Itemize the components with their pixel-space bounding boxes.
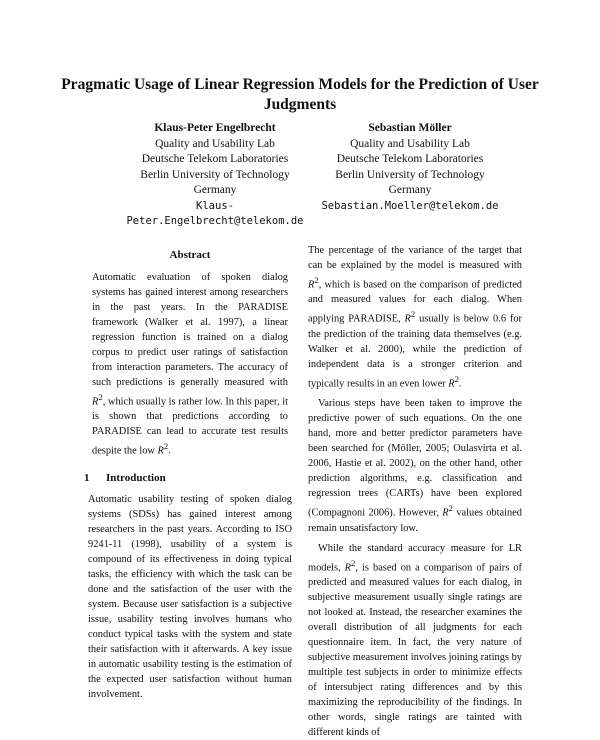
- author-country: Germany: [388, 184, 432, 196]
- author-affiliation: Quality and Usability Lab: [155, 137, 275, 150]
- superscript: 2: [410, 309, 416, 320]
- text-part: values obtained remain unsatisfactory low.: [308, 507, 522, 534]
- abstract-part: .: [168, 445, 171, 457]
- author-block-2: [290, 121, 530, 214]
- introduction-paragraph: Automatic usability testing of spoken dialog systems (SDSs) has gained interest among researchers in the past years. According to ISO 9241-11 (1998), usability of a system is compound of its effectiveness in doing typical tasks, the efficiency with which the task can be done and the satisfaction of the user with the system. Because user satisfaction is a subjective issue, usability testing involves humans who conduct typical tasks with the system and state their satisfaction with it afterwards. A key issue in automatic usability testing is the estimation of the expected user satisfaction without human involvement.: [88, 493, 292, 700]
- superscript: 2: [98, 392, 103, 402]
- abstract-part: , which usually is rather low. In this paper, it is shown that predictions according to PARADISE can lead to accurate test results despite the low: [92, 396, 288, 457]
- r-symbol: R: [308, 279, 315, 291]
- left-column: [84, 248, 292, 702]
- r-symbol: R: [442, 507, 449, 519]
- r-symbol: R: [157, 445, 164, 457]
- superscript: 2: [163, 441, 169, 452]
- superscript: 2: [351, 557, 356, 568]
- author-country: Germany: [193, 184, 237, 196]
- superscript: 2: [448, 503, 453, 514]
- text-part: .: [458, 378, 462, 390]
- section-title: Introduction: [106, 471, 166, 484]
- text-part: , is based on a comparison of pairs of predicted and measured values for each dialog, in subjective measurement usually single ratings are not looked at. Instead, the researcher examines the overall distribution of all judgments for each questionnaire item. In fact, the very nature of subjective measurement involves joining ratings by multiple test subjects in order to minimize effects of intersubject rating differences and by this maximizing the reproducibility of the findings. In other words, single ratings are tainted with different kinds of: [308, 562, 522, 739]
- paper-title: Pragmatic Usage of Linear Regression Models for the Prediction of User Judgments: [61, 76, 539, 113]
- r-symbol: R: [448, 378, 455, 390]
- author-affiliation: Berlin University of Technology: [335, 168, 485, 181]
- section-heading: [84, 471, 292, 486]
- author-affiliation: Deutsche Telekom Laboratories: [336, 153, 484, 165]
- abstract-part: Automatic evaluation of spoken dialog systems has gained interest among researchers in the past years. In the PARADISE framework (Walker et al. 1997), a linear regression function is trained on a dialog corpus to predict user ratings of satisfaction from interaction parameters. The accuracy of such predictions is generally measured with: [92, 272, 288, 388]
- author-email-line: Klaus-: [196, 199, 234, 212]
- text-part: While the standard accuracy measure for LR models,: [308, 542, 522, 574]
- r-symbol: R: [404, 313, 411, 325]
- abstract-heading: Abstract: [169, 249, 211, 261]
- superscript: 2: [314, 275, 319, 285]
- author-affiliation: Deutsche Telekom Laboratories: [141, 153, 289, 165]
- text-part: The percentage of the variance of the target that can be explained by the model is measured with: [308, 245, 522, 271]
- body-paragraph: [308, 541, 522, 740]
- r-symbol: R: [344, 562, 352, 574]
- section-number: 1: [84, 471, 90, 484]
- author-affiliation: Berlin University of Technology: [140, 168, 290, 181]
- r-symbol: R: [92, 396, 99, 408]
- author-name: Klaus-Peter Engelbrecht: [154, 122, 276, 134]
- body-paragraph: [308, 396, 522, 535]
- author-name: Sebastian Möller: [368, 122, 452, 134]
- author-email-line: Peter.Engelbrecht@telekom.de: [126, 214, 304, 227]
- text-part: Various steps have been taken to improve the predictive power of such equations. On the one hand, more and better predictor parameters have been searched for (Möller, 2005; Oulasvirta et al. 2006, Hastie et al. 2002), on the other hand, other prediction algorithms, e.g. classification and regression trees (CARTs) have been explored (Compagnoni 2006). However,: [308, 398, 522, 519]
- body-paragraph: [308, 243, 522, 391]
- text-part: , which is based on the comparison of predicted and measured values for each dialog. When applying PARADISE,: [308, 279, 522, 325]
- right-column: [308, 243, 522, 740]
- superscript: 2: [454, 373, 459, 384]
- abstract-text: [88, 270, 292, 459]
- author-email: Sebastian.Moeller@telekom.de: [321, 199, 499, 212]
- text-part: usually is below 0.6 for the prediction of the training data themselves (e.g. Walker et al. 2000), while the prediction of independent data is a stronger criterion and typically results in an even lower: [308, 313, 522, 390]
- author-affiliation: Quality and Usability Lab: [350, 137, 470, 150]
